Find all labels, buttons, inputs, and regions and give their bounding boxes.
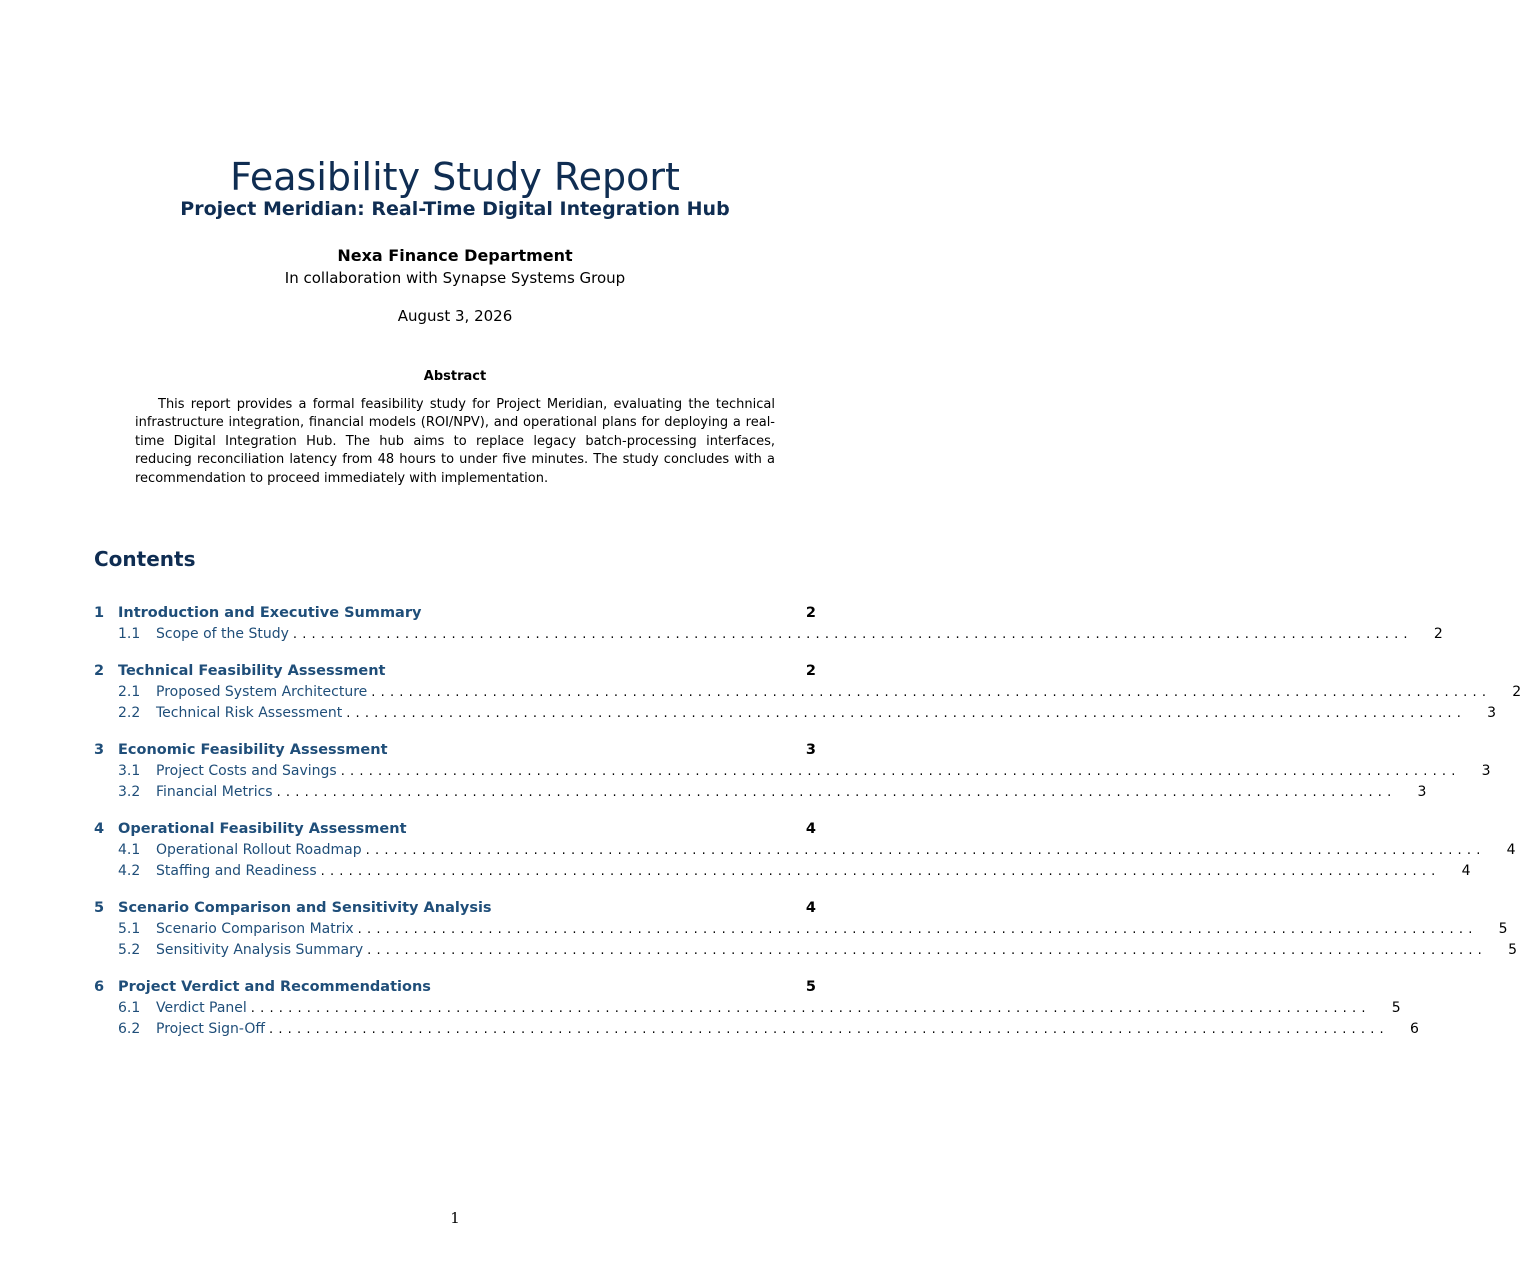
toc-subsection-label[interactable]: Financial Metrics bbox=[156, 784, 273, 800]
toc-subsection-page: 3 bbox=[1487, 705, 1497, 721]
toc-entry-subsection-5-2[interactable] bbox=[94, 940, 1518, 961]
toc-subsection-number: 1.1 bbox=[118, 626, 141, 642]
toc-section-label[interactable]: Economic Feasibility Assessment bbox=[118, 742, 388, 758]
table-of-contents bbox=[94, 603, 1521, 1056]
abstract-heading: Abstract bbox=[423, 369, 487, 384]
toc-subsection-page: 3 bbox=[1417, 784, 1427, 800]
toc-subsection-page: 6 bbox=[1409, 1021, 1419, 1037]
toc-subsection-page: 3 bbox=[1481, 763, 1491, 779]
toc-entry-subsection-6-1[interactable] bbox=[94, 998, 1401, 1019]
toc-subsection-number: 3.2 bbox=[118, 784, 141, 800]
toc-subsection-number: 4.2 bbox=[118, 863, 141, 879]
toc-entry-section-6[interactable] bbox=[94, 977, 816, 998]
toc-section-label[interactable]: Operational Feasibility Assessment bbox=[118, 821, 407, 837]
toc-section-label[interactable]: Introduction and Executive Summary bbox=[118, 605, 422, 621]
toc-dot-leader: ........................................................................................................................ bbox=[320, 864, 1441, 879]
toc-dot-leader: ........................................................................................................................ bbox=[367, 943, 1488, 958]
toc-section-page: 5 bbox=[805, 979, 816, 995]
toc-section bbox=[94, 898, 1518, 961]
toc-subsection-number: 4.1 bbox=[118, 842, 141, 858]
toc-dot-leader: ........................................................................................................................ bbox=[276, 785, 1397, 800]
toc-entry-subsection-3-2[interactable] bbox=[94, 782, 1427, 803]
toc-dot-leader: ........................................................................................................................ bbox=[371, 685, 1492, 700]
toc-section-number: 1 bbox=[94, 605, 105, 621]
toc-subsection-page: 4 bbox=[1461, 863, 1471, 879]
toc-section-page: 4 bbox=[805, 821, 816, 837]
toc-dot-leader: ........................................................................................................................ bbox=[269, 1022, 1389, 1037]
toc-entry-section-2[interactable] bbox=[94, 661, 816, 682]
toc-entry-subsection-4-1[interactable] bbox=[94, 840, 1516, 861]
toc-section-label[interactable]: Project Verdict and Recommendations bbox=[118, 979, 431, 995]
toc-entry-subsection-6-2[interactable] bbox=[94, 1019, 1419, 1040]
toc-subsection-label[interactable]: Project Costs and Savings bbox=[156, 763, 337, 779]
toc-subsection-page: 5 bbox=[1498, 921, 1508, 937]
toc-entry-section-5[interactable] bbox=[94, 898, 816, 919]
toc-section-number: 2 bbox=[94, 663, 105, 679]
toc-subsection-page: 5 bbox=[1391, 1000, 1401, 1016]
toc-subsection-label[interactable]: Scenario Comparison Matrix bbox=[156, 921, 354, 937]
toc-section-label[interactable]: Scenario Comparison and Sensitivity Analysis bbox=[118, 900, 492, 916]
toc-section bbox=[94, 819, 1516, 882]
toc-subsection-number: 3.1 bbox=[118, 763, 141, 779]
toc-dot-leader: ........................................................................................................................ bbox=[292, 627, 1413, 642]
toc-dot-leader: ........................................................................................................................ bbox=[346, 706, 1467, 721]
toc-subsection-number: 6.2 bbox=[118, 1021, 141, 1037]
toc-subsection-number: 5.1 bbox=[118, 921, 141, 937]
toc-section-page: 4 bbox=[805, 900, 816, 916]
toc-subsection-label[interactable]: Scope of the Study bbox=[156, 626, 289, 642]
toc-subsection-label[interactable]: Sensitivity Analysis Summary bbox=[156, 942, 364, 958]
report-date: August 3, 2026 bbox=[397, 307, 513, 325]
toc-subsection-page: 2 bbox=[1433, 626, 1443, 642]
toc-entry-subsection-4-2[interactable] bbox=[94, 861, 1471, 882]
toc-entry-section-3[interactable] bbox=[94, 740, 816, 761]
toc-section-number: 5 bbox=[94, 900, 105, 916]
report-collaboration: In collaboration with Synapse Systems Group bbox=[284, 269, 626, 287]
toc-section-page: 2 bbox=[805, 663, 816, 679]
toc-section-number: 4 bbox=[94, 821, 105, 837]
toc-subsection-label[interactable]: Verdict Panel bbox=[156, 1000, 247, 1016]
toc-section-number: 3 bbox=[94, 742, 105, 758]
toc-entry-subsection-3-1[interactable] bbox=[94, 761, 1491, 782]
report-subtitle: Project Meridian: Real-Time Digital Integration Hub bbox=[180, 198, 730, 220]
contents-heading: Contents bbox=[94, 547, 196, 571]
abstract-body: This report provides a formal feasibility study for Project Meridian, evaluating the technical infrastructure integration, financial models (ROI/NPV), and operational plans for deploying a real-time Digital Integration Hub. The hub aims to replace legacy batch-processing interfaces, reducing reconciliation latency from 48 hours to under five minutes. The study concludes with a recommendation to proceed immediately with implementation. bbox=[135, 397, 775, 486]
report-title: Feasibility Study Report bbox=[230, 155, 680, 199]
toc-entry-subsection-5-1[interactable] bbox=[94, 919, 1508, 940]
toc-subsection-page: 4 bbox=[1506, 842, 1516, 858]
report-author: Nexa Finance Department bbox=[337, 246, 573, 265]
toc-dot-leader: ........................................................................................................................ bbox=[357, 922, 1478, 937]
toc-entry-subsection-1-1[interactable] bbox=[94, 624, 1443, 645]
page-number: 1 bbox=[450, 1209, 460, 1227]
toc-subsection-number: 5.2 bbox=[118, 942, 141, 958]
toc-dot-leader: ........................................................................................................................ bbox=[365, 843, 1486, 858]
toc-subsection-label[interactable]: Operational Rollout Roadmap bbox=[156, 842, 362, 858]
toc-entry-subsection-2-1[interactable] bbox=[94, 682, 1521, 703]
toc-subsection-label[interactable]: Project Sign-Off bbox=[156, 1021, 265, 1037]
toc-section bbox=[94, 740, 1491, 803]
toc-subsection-label[interactable]: Technical Risk Assessment bbox=[156, 705, 343, 721]
toc-section-page: 3 bbox=[805, 742, 816, 758]
toc-subsection-label[interactable]: Proposed System Architecture bbox=[156, 684, 368, 700]
toc-section-page: 2 bbox=[805, 605, 816, 621]
toc-subsection-page: 5 bbox=[1508, 942, 1518, 958]
toc-dot-leader: ........................................................................................................................ bbox=[250, 1001, 1371, 1016]
toc-entry-section-4[interactable] bbox=[94, 819, 816, 840]
toc-section-label[interactable]: Technical Feasibility Assessment bbox=[118, 663, 386, 679]
toc-entry-section-1[interactable] bbox=[94, 603, 816, 624]
toc-subsection-number: 6.1 bbox=[118, 1000, 141, 1016]
toc-section bbox=[94, 603, 1443, 645]
toc-entry-subsection-2-2[interactable] bbox=[94, 703, 1497, 724]
toc-section bbox=[94, 977, 1419, 1040]
toc-section bbox=[94, 661, 1521, 724]
toc-subsection-number: 2.1 bbox=[118, 684, 141, 700]
toc-subsection-page: 2 bbox=[1512, 684, 1521, 700]
toc-subsection-label[interactable]: Staffing and Readiness bbox=[156, 863, 317, 879]
toc-dot-leader: ........................................................................................................................ bbox=[340, 764, 1461, 779]
toc-section-number: 6 bbox=[94, 979, 105, 995]
toc-subsection-number: 2.2 bbox=[118, 705, 141, 721]
